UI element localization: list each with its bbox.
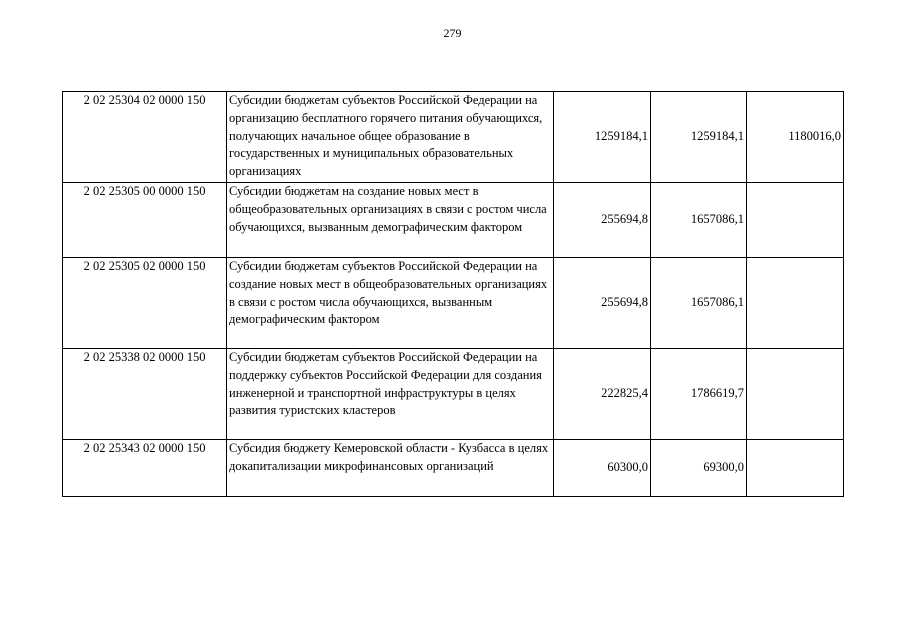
value-2-cell: 69300,0 xyxy=(651,440,747,497)
value-2-cell: 1259184,1 xyxy=(651,92,747,183)
budget-code-cell: 2 02 25338 02 0000 150 xyxy=(63,349,227,440)
value-3-cell xyxy=(747,440,844,497)
page-number: 279 xyxy=(443,26,462,40)
value-3-cell xyxy=(747,349,844,440)
value-3-cell xyxy=(747,258,844,349)
value-3-cell: 1180016,0 xyxy=(747,92,844,183)
description-cell: Субсидии бюджетам субъектов Российской Федерации на организацию бесплатного горячего питания обучающихся, получающих начальное общее образование в государственных и муниципальных образовательных организациях xyxy=(227,92,554,183)
table-row xyxy=(63,440,844,497)
value-1-cell: 1259184,1 xyxy=(554,92,651,183)
table-row xyxy=(63,258,844,349)
value-2-cell: 1657086,1 xyxy=(651,258,747,349)
value-2-cell: 1657086,1 xyxy=(651,183,747,258)
budget-code-cell: 2 02 25343 02 0000 150 xyxy=(63,440,227,497)
budget-code-cell: 2 02 25305 00 0000 150 xyxy=(63,183,227,258)
budget-code-cell: 2 02 25305 02 0000 150 xyxy=(63,258,227,349)
budget-code-cell: 2 02 25304 02 0000 150 xyxy=(63,92,227,183)
description-cell: Субсидии бюджетам на создание новых мест в общеобразовательных организациях в связи с ростом числа обучающихся, вызванным демографическим фактором xyxy=(227,183,554,258)
value-3-cell xyxy=(747,183,844,258)
value-1-cell: 222825,4 xyxy=(554,349,651,440)
value-1-cell: 255694,8 xyxy=(554,183,651,258)
budget-table xyxy=(62,91,844,497)
value-1-cell: 255694,8 xyxy=(554,258,651,349)
table-row xyxy=(63,92,844,183)
table-row xyxy=(63,183,844,258)
value-1-cell: 60300,0 xyxy=(554,440,651,497)
value-2-cell: 1786619,7 xyxy=(651,349,747,440)
table-row xyxy=(63,349,844,440)
description-cell: Субсидия бюджету Кемеровской области - Кузбасса в целях докапитализации микрофинансовых организаций xyxy=(227,440,554,497)
description-cell: Субсидии бюджетам субъектов Российской Федерации на поддержку субъектов Российской Федерации для создания инженерной и транспортной инфраструктуры в целях развития туристских кластеров xyxy=(227,349,554,440)
description-cell: Субсидии бюджетам субъектов Российской Федерации на создание новых мест в общеобразовательных организациях в связи с ростом числа обучающихся, вызванным демографическим фактором xyxy=(227,258,554,349)
